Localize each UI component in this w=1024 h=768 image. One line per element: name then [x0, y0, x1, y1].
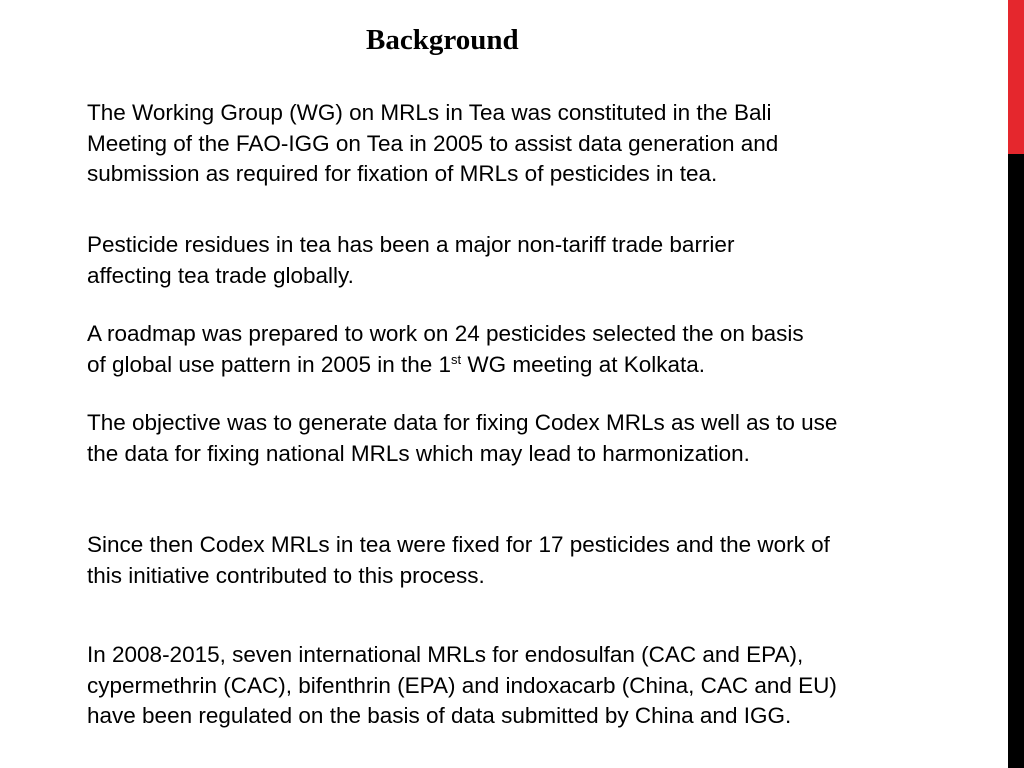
paragraph-line: [87, 350, 957, 381]
paragraph-working-group: [87, 98, 957, 190]
ordinal-superscript: st: [451, 351, 462, 367]
paragraph-line-text: of global use pattern in 2005 in the 1: [87, 351, 452, 377]
paragraph-line: this initiative contributed to this process.: [87, 562, 485, 588]
paragraph-line: the data for fixing national MRLs which may lead to harmonization.: [87, 440, 750, 466]
paragraph-objective: [87, 408, 957, 469]
paragraph-international-mrls: [87, 640, 957, 732]
accent-bar-black: [1008, 154, 1024, 768]
paragraph-line: affecting tea trade globally.: [87, 262, 354, 288]
paragraph-line: In 2008-2015, seven international MRLs for endosulfan (CAC and EPA),: [87, 642, 804, 667]
paragraph-line: Pesticide residues in tea has been a major non-tariff trade barrier: [87, 232, 735, 257]
paragraph-pesticide-residues: [87, 230, 957, 291]
paragraph-line: Meeting of the FAO-IGG on Tea in 2005 to assist data generation and: [87, 130, 779, 156]
paragraph-line: Since then Codex MRLs in tea were fixed for 17 pesticides and the work of: [87, 532, 830, 557]
paragraph-roadmap: [87, 319, 957, 380]
paragraph-codex-mrls: [87, 530, 957, 591]
paragraph-line: The objective was to generate data for fixing Codex MRLs as well as to use: [87, 410, 838, 435]
accent-bar-red: [1008, 0, 1024, 154]
paragraph-line: A roadmap was prepared to work on 24 pesticides selected the on basis: [87, 321, 804, 346]
paragraph-line: cypermethrin (CAC), bifenthrin (EPA) and indoxacarb (China, CAC and EU): [87, 672, 837, 698]
paragraph-line: have been regulated on the basis of data submitted by China and IGG.: [87, 703, 792, 728]
paragraph-line: submission as required for fixation of MRLs of pesticides in tea.: [87, 161, 718, 186]
paragraph-line-text: WG meeting at Kolkata.: [461, 351, 706, 377]
paragraph-line: The Working Group (WG) on MRLs in Tea was constituted in the Bali: [87, 100, 772, 125]
slide-title: Background: [366, 24, 519, 56]
